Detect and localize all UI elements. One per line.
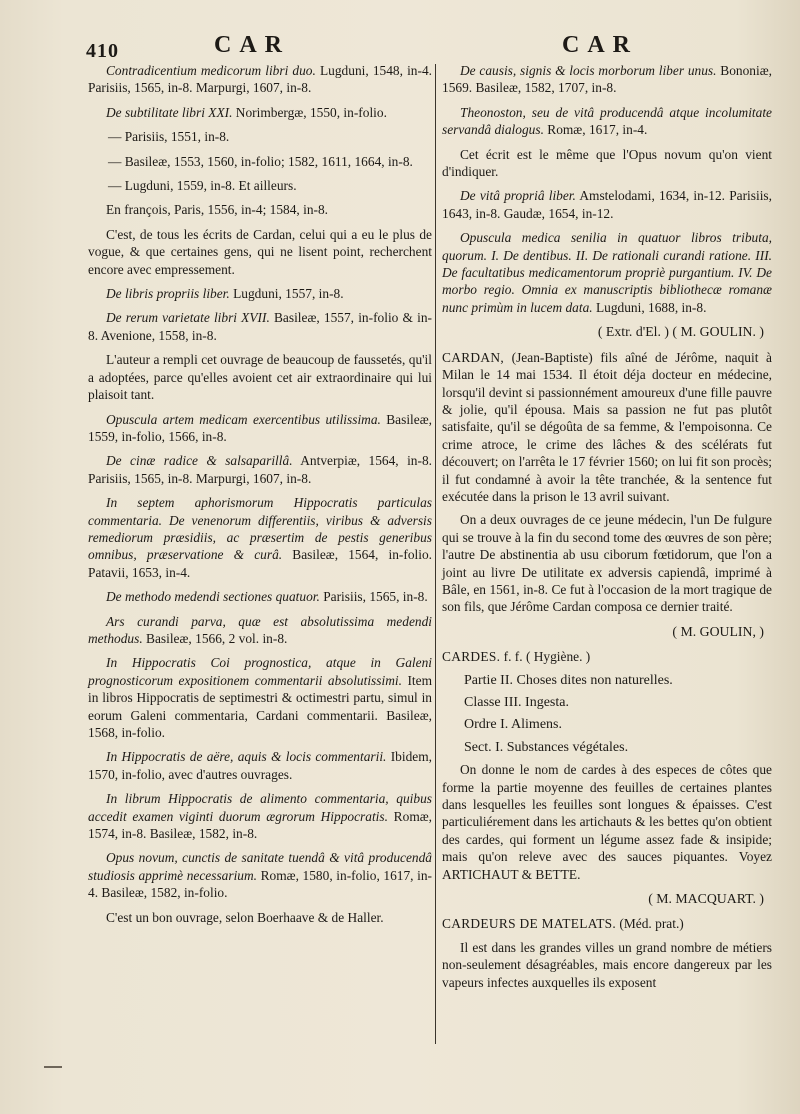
imprint-details: Basileæ, 1559, in-folio, 1566, in-8. <box>88 411 432 444</box>
edition-line: — Lugduni, 1559, in-8. Et ailleurs. <box>108 178 297 194</box>
imprint-details: Romæ, 1617, in-4. <box>543 122 648 138</box>
imprint-details: Lugduni, 1557, in-8. <box>229 286 344 302</box>
bibliography-entry <box>88 494 432 581</box>
classification-line: Ordre I. Alimens. <box>464 717 562 733</box>
work-title: De causis, signis & locis morborum liber unus. <box>460 63 717 78</box>
imprint-details: Norimbergæ, 1550, in-folio. <box>232 104 387 120</box>
imprint-details: Romæ, 1580, in-folio, 1617, in-4. Basileæ, 1582, in-folio. <box>88 867 432 901</box>
work-title: Contradicentium medicorum libri duo. <box>106 63 316 78</box>
edition-line: — Parisiis, 1551, in-8. <box>108 129 230 145</box>
article-headword: CARDES. <box>442 649 501 665</box>
body-paragraph: Il est dans les grandes villes un grand nombre de métiers non-seulement désagréables, mais encore dangereux par les vapeurs infectes auxquelles ils exposent <box>442 939 772 990</box>
imprint-details: Basileæ, 1566, 2 vol. in-8. <box>142 630 288 646</box>
article-heading-paragraph <box>442 915 772 932</box>
body-paragraph: En françois, Paris, 1556, in-4; 1584, in-8. <box>106 202 329 218</box>
column-divider <box>435 64 436 1044</box>
imprint-details: Antverpiæ, 1564, in-8. Parisiis, 1565, in-8. Marpurgi, 1607, in-8. <box>88 453 432 486</box>
article-headword: CARDEURS DE MATELATS. <box>442 916 617 932</box>
imprint-details: Lugduni, 1688, in-8. <box>592 299 707 315</box>
bibliography-entry <box>88 748 432 783</box>
article-heading-paragraph <box>442 648 772 665</box>
imprint-details: Basileæ, 1557, in-folio & in-8. Avenione, 1558, in-8. <box>88 310 432 343</box>
classification-line: Partie II. Choses dites non naturelles. <box>464 672 673 688</box>
author-signature: ( M. GOULIN, ) <box>672 623 764 639</box>
bibliography-entry <box>88 849 432 901</box>
work-title: De libris propriis liber. <box>106 286 230 302</box>
work-title: De methodo medendi sectiones quatuor. <box>106 589 320 605</box>
body-paragraph: C'est, de tous les écrits de Cardan, celui qui a eu le plus de vogue, & que certaines gens, qui ne lisent point, recherchent encore avec empressement. <box>88 226 432 277</box>
article-text: f. f. ( Hygiène. ) <box>500 649 591 665</box>
work-title: Ars curandi parva, quæ est absolutissima medendi methodus. <box>88 613 432 646</box>
imprint-details: Amstelodami, 1634, in-12. Parisiis, 1643, in-8. Gaudæ, 1654, in-12. <box>442 188 772 221</box>
work-title: In librum Hippocratis de alimento commentaria, quibus accedit examen viginti duorum ægrorum Hippocratis. <box>88 791 432 824</box>
work-title: Opuscula medica senilia in quatuor libros tributa, quorum. I. De dentibus. II. De rationali curandi ratione. III. De facultatibus medicamentorum propriè purgantium. IV. De morbo regio. Omnia ex manuscriptis bibliothecæ romanæ nunc primùm in lucem data. <box>442 230 772 315</box>
running-head-left: CAR <box>214 32 290 58</box>
work-title: Opuscula artem medicam exercentibus utilissima. <box>106 411 381 427</box>
bibliography-entry <box>88 309 432 344</box>
work-title: De cinæ radice & salsaparillâ. <box>106 453 293 469</box>
margin-mark <box>44 1066 62 1068</box>
running-head-right: CAR <box>562 32 638 58</box>
bibliography-entry <box>442 229 772 316</box>
imprint-details: Parisiis, 1565, in-8. <box>319 589 428 605</box>
work-title: In Hippocratis Coi prognostica, atque in Galeni prognosticorum expositionem commentarii absolutissimi. <box>88 655 432 688</box>
imprint-details: Item in libros Hippocratis de septimestri & octimestri partu, simul in eorum Galeni commentaria, Cardani commentarii. Basileæ, 1568, in-folio. <box>88 672 432 740</box>
bibliography-entry <box>442 62 772 97</box>
work-title: De rerum varietate libri XVII. <box>106 310 270 326</box>
classification-line: Classe III. Ingesta. <box>464 695 569 710</box>
imprint-details: Bononiæ, 1569. Basileæ, 1582, 1707, in-8. <box>442 63 772 96</box>
imprint-details: Basileæ, 1564, in-folio. Patavii, 1653, in-4. <box>88 547 433 580</box>
body-paragraph: C'est un bon ouvrage, selon Boerhaave & de Haller. <box>106 909 384 925</box>
bibliography-entry <box>88 790 432 842</box>
bibliography-entry <box>88 411 432 446</box>
imprint-details: Lugduni, 1548, in-4. Parisiis, 1565, in-8. Marpurgi, 1607, in-8. <box>88 63 432 96</box>
article-heading-paragraph <box>442 349 772 506</box>
bibliography-entry <box>442 187 772 222</box>
work-title: Theonoston, seu de vitâ producendâ atque incolumitate servandâ dialogus. <box>442 104 772 138</box>
article-text: (Jean-Baptiste) fils aîné de Jérôme, naquit à Milan le 14 mai 1534. Il étoit déja docteur en médecine, lorsqu'il devint si passionnément amoureux d'une fille pauvre & jolie, qu'il épousa. Mais sa passion ne fut pas plutôt satisfaite, qu'il se dégoûta de sa femme, & l'empoisonna. Ce crime atroce, le crime des lâches & des scélérats fut découvert; on l'arrêta le 17 février 1560; on lui fit son procès; il fut condamné à avoir la tête tranchée, & la sentence fut exécutée dans la prison le 13 avril suivant. <box>442 349 772 504</box>
bibliography-entry <box>442 104 772 139</box>
bibliography-entry <box>88 285 432 302</box>
body-paragraph: Cet écrit est le même que l'Opus novum qu'on vient d'indiquer. <box>442 146 772 180</box>
body-paragraph: On a deux ouvrages de ce jeune médecin, l'un De fulgure qui se trouve à la fin du second tome des œuvres de son père; l'autre De abstinentia ab usu ciborum fœtidorum, que l'on a joint au livre De utilitate ex adversis capiendâ, imprimé à Bâle, en 1561, in-8. Ce fut à l'occasion de la mort tragique de son fils, que Jérôme Cardan composa ce dernier traité. <box>442 512 772 615</box>
work-title: In septem aphorismorum Hippocratis particulas commentaria. De venenorum differentiis, viribus & adversis remediorum præsidiis, ac præsertim de pestis generibus omnibus, præservatione & curâ. <box>88 495 432 563</box>
bibliography-entry <box>88 104 432 121</box>
body-paragraph: On donne le nom de cardes à des especes de côtes que forme la partie moyenne des feuilles de certaines plantes dans lesquelles les feuilles sont longues & épaisses. C'est particuliérement dans les artichauts & les bettes qu'on obtient des cardes, qui forment un légume assez fade & insipide; mais qu'on releve avec des sauces piquantes. Voyez ARTICHAUT & BETTE. <box>442 762 772 882</box>
bibliography-entry <box>88 613 432 648</box>
page-header <box>0 32 800 62</box>
left-column <box>88 62 432 933</box>
imprint-details: Romæ, 1574, in-8. Basileæ, 1582, in-8. <box>88 808 433 842</box>
bibliography-entry <box>88 62 432 97</box>
page-number: 410 <box>86 40 119 62</box>
work-title: De subtilitate libri XXI. <box>106 104 233 120</box>
author-signature: ( M. MACQUART. ) <box>648 891 764 907</box>
work-title: De vitâ propriâ liber. <box>460 188 576 204</box>
bibliography-entry <box>88 654 432 741</box>
bibliography-entry <box>88 588 432 605</box>
article-headword: CARDAN, <box>442 349 504 365</box>
bibliography-entry <box>88 452 432 487</box>
body-paragraph: L'auteur a rempli cet ouvrage de beaucoup de faussetés, qu'il a adoptées, parce qu'elles avoient cet air extraordinaire qui lui plaisoit tant. <box>88 352 432 403</box>
imprint-details: Ibidem, 1570, in-folio, avec d'autres ouvrages. <box>88 749 433 782</box>
right-column <box>442 62 772 998</box>
edition-line: — Basileæ, 1553, 1560, in-folio; 1582, 1611, 1664, in-8. <box>108 153 413 169</box>
author-signature: ( Extr. d'El. ) ( M. GOULIN. ) <box>597 324 764 340</box>
article-text: (Méd. prat.) <box>616 916 684 932</box>
work-title: Opus novum, cunctis de sanitate tuendâ & vitâ producendâ studiosis apprimè necessarium. <box>88 850 432 883</box>
work-title: In Hippocratis de aëre, aquis & locis commentarii. <box>106 749 387 765</box>
classification-line: Sect. I. Substances végétales. <box>464 739 629 755</box>
